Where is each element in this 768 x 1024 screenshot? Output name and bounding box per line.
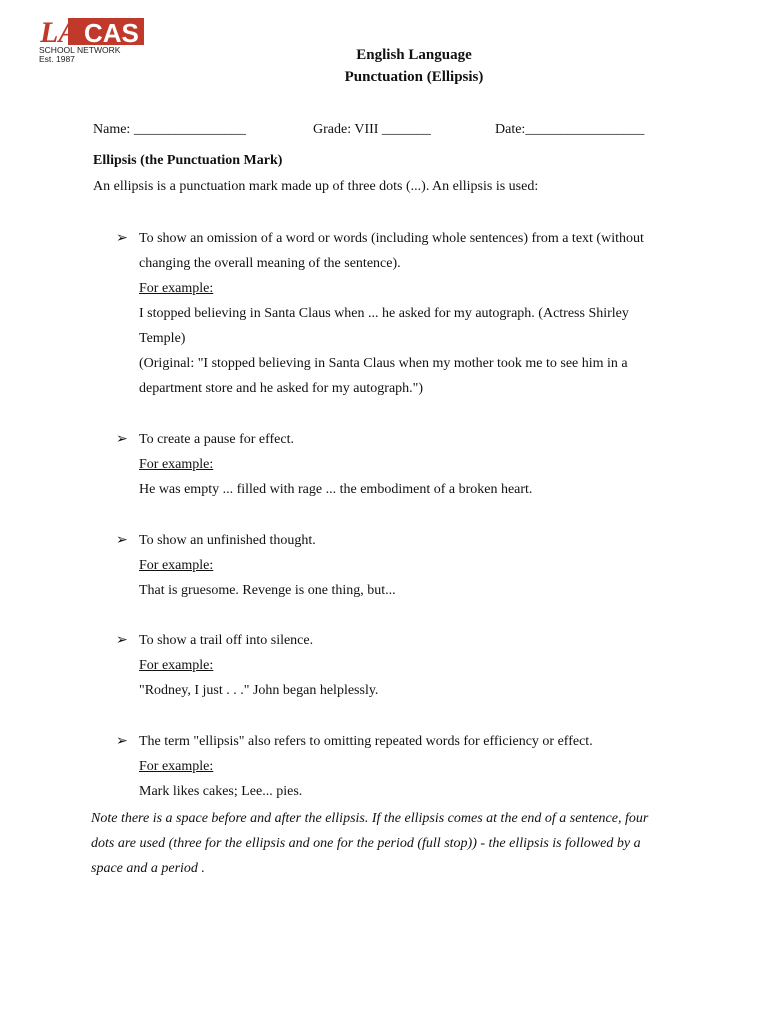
section-intro: An ellipsis is a punctuation mark made up of three dots (...). An ellipsis is used: (93, 179, 539, 194)
logo-est-text: Est. 1987 (39, 54, 75, 64)
topic-title: Punctuation (Ellipsis) (344, 69, 484, 85)
example-original: (Original: "I stopped believing in Santa Claus when my mother took me to see him in a department store and he asked for my autograph.") (139, 356, 628, 396)
example-label: For example: (139, 658, 214, 673)
list-item (116, 528, 676, 603)
logo-la-text: LA (40, 16, 79, 49)
arrow-bullet-icon: ➢ (116, 432, 128, 447)
arrow-bullet-icon: ➢ (116, 231, 128, 246)
arrow-bullet-icon: ➢ (116, 633, 128, 648)
example-label: For example: (139, 558, 214, 573)
date-field: Date:_________________ (495, 122, 645, 137)
example-label: For example: (139, 759, 214, 774)
section-heading: Ellipsis (the Punctuation Mark) (93, 153, 283, 168)
example-text: Mark likes cakes; Lee... pies. (139, 784, 303, 799)
grade-field: Grade: VIII _______ (313, 122, 431, 137)
logo-network-text: SCHOOL NETWORK (39, 45, 121, 55)
name-field: Name: ________________ (93, 122, 246, 137)
item-text: To show an unfinished thought. (139, 533, 316, 548)
example-text: He was empty ... filled with rage ... the embodiment of a broken heart. (139, 482, 533, 497)
title-block (0, 44, 768, 88)
example-label: For example: (139, 457, 214, 472)
list-item (116, 628, 676, 703)
item-text: To show an omission of a word or words (including whole sentences) from a text (without changing the overall meaning of the sentence). (139, 231, 644, 271)
logo-cas-text: CAS (84, 18, 139, 48)
subject-title: English Language (356, 47, 472, 63)
item-text: To show a trail off into silence. (139, 633, 314, 648)
example-text: "Rodney, I just . . ." John began helplessly. (139, 683, 379, 698)
ellipsis-note: Note there is a space before and after the ellipsis. If the ellipsis comes at the end of a sentence, four dots are used (three for the ellipsis and one for the period (full stop)) - the ellipsis is followed by a space and a period . (91, 811, 649, 876)
item-text: To create a pause for effect. (139, 432, 294, 447)
arrow-bullet-icon: ➢ (116, 734, 128, 749)
example-text: I stopped believing in Santa Claus when ... he asked for my autograph. (Actress Shirley Temple) (139, 306, 629, 346)
list-item (116, 226, 676, 401)
example-text: That is gruesome. Revenge is one thing, but... (139, 583, 396, 598)
item-text: The term "ellipsis" also refers to omitting repeated words for efficiency or effect. (139, 734, 593, 749)
arrow-bullet-icon: ➢ (116, 533, 128, 548)
example-label: For example: (139, 281, 214, 296)
list-item (116, 427, 676, 502)
list-item (116, 729, 676, 804)
